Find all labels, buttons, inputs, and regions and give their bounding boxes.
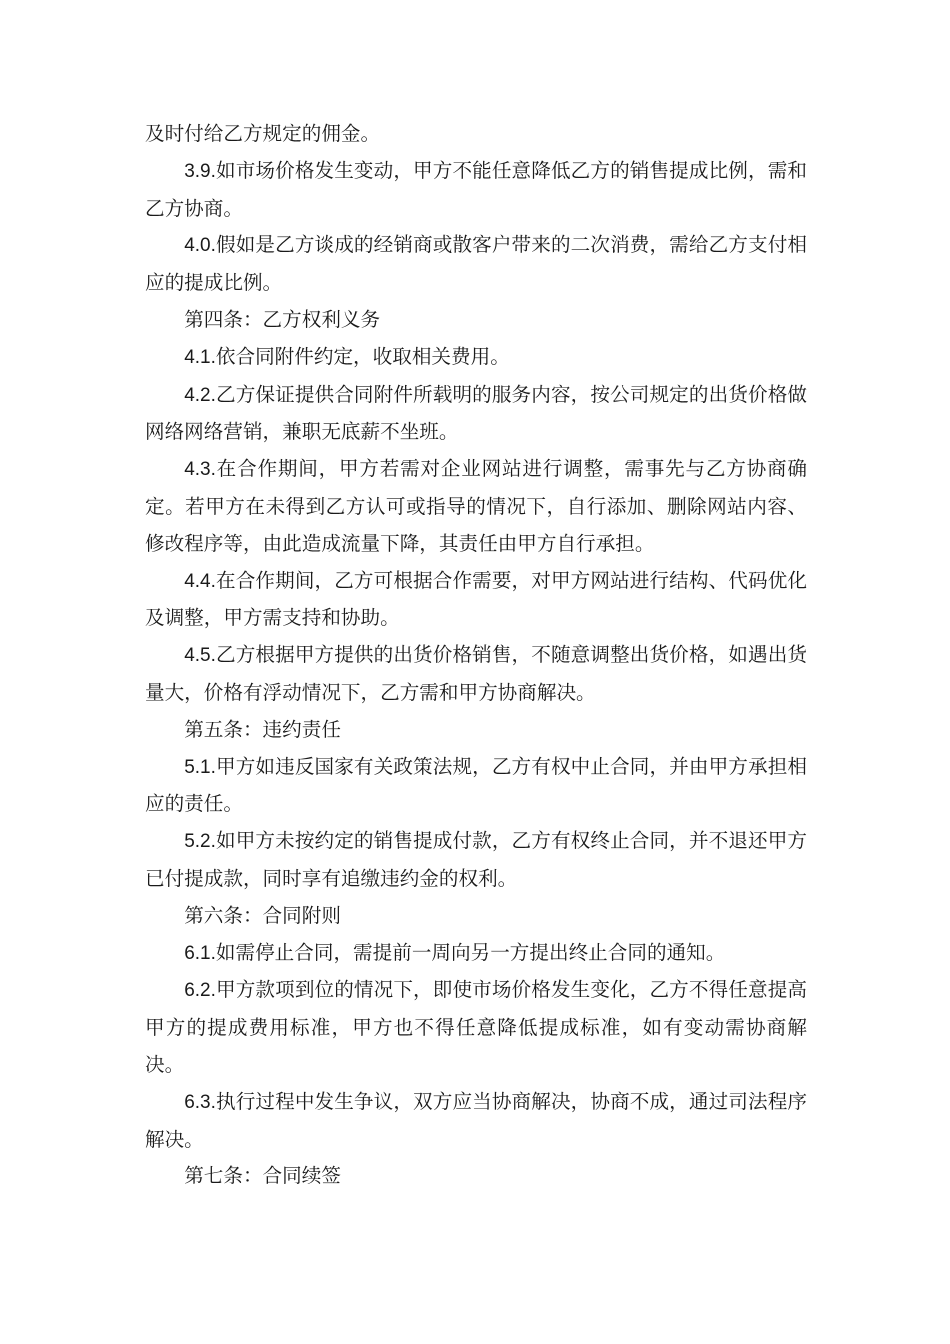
clause-paragraph <box>145 563 807 638</box>
clause-paragraph <box>145 749 807 824</box>
clause-text: 假如是乙方谈成的经销商或散客户带来的二次消费，需给乙方支付相应的提成比例。 <box>145 233 807 295</box>
clause-number: 5.2. <box>184 831 216 853</box>
clause-text: 第七条：合同续签 <box>184 1164 341 1188</box>
clause-number: 4.5. <box>184 645 216 667</box>
clause-paragraph <box>145 972 807 1083</box>
clause-paragraph <box>145 377 807 452</box>
section-heading <box>145 1158 807 1195</box>
section-heading <box>145 898 807 935</box>
clause-text: 甲方如违反国家有关政策法规，乙方有权中止合同，并由甲方承担相应的责任。 <box>145 754 807 816</box>
document-page <box>145 116 807 1195</box>
clause-number: 5.1. <box>184 756 216 778</box>
clause-text: 在合作期间，甲方若需对企业网站进行调整，需事先与乙方协商确定。若甲方在未得到乙方认可或指导的情况下，自行添加、删除网站内容、修改程序等，由此造成流量下降，其责任由甲方自行承担。 <box>145 457 807 555</box>
clause-text: 乙方根据甲方提供的出货价格销售，不随意调整出货价格，如遇出货量大，价格有浮动情况下，乙方需和甲方协商解决。 <box>145 643 807 704</box>
clause-number: 6.3. <box>184 1091 216 1113</box>
clause-number: 3.9. <box>184 160 216 182</box>
clause-number: 6.2. <box>184 980 216 1002</box>
clause-paragraph <box>145 153 807 228</box>
clause-number: 4.1. <box>184 346 216 368</box>
clause-text: 第五条：违约责任 <box>184 717 341 741</box>
clause-text: 及时付给乙方规定的佣金。 <box>145 122 381 145</box>
clause-number: 4.2. <box>184 384 216 406</box>
clause-text: 如需停止合同，需提前一周向另一方提出终止合同的通知。 <box>215 940 726 964</box>
clause-paragraph <box>145 823 807 898</box>
clause-paragraph <box>145 227 807 302</box>
clause-text: 执行过程中发生争议，双方应当协商解决，协商不成，通过司法程序解决。 <box>145 1089 807 1151</box>
clause-text: 乙方保证提供合同附件所载明的服务内容，按公司规定的出货价格做网络网络营销，兼职无底薪不坐班。 <box>145 382 807 444</box>
clause-number: 4.3. <box>184 459 216 481</box>
clause-paragraph <box>145 1084 807 1159</box>
clause-text: 第四条：乙方权利义务 <box>184 307 381 331</box>
clause-number: 4.0. <box>184 235 216 257</box>
clause-text: 第六条：合同附则 <box>184 903 341 927</box>
clause-text: 如市场价格发生变动，甲方不能任意降低乙方的销售提成比例，需和乙方协商。 <box>145 158 807 220</box>
clause-number: 6.1. <box>184 942 216 964</box>
clause-paragraph <box>145 116 807 153</box>
section-heading <box>145 712 807 749</box>
clause-text: 在合作期间，乙方可根据合作需要，对甲方网站进行结构、代码优化及调整，甲方需支持和协助。 <box>145 568 807 630</box>
clause-text: 如甲方未按约定的销售提成付款，乙方有权终止合同，并不退还甲方已付提成款，同时享有追缴违约金的权利。 <box>145 829 807 890</box>
clause-paragraph <box>145 935 807 973</box>
clause-paragraph <box>145 451 807 562</box>
clause-paragraph <box>145 339 807 377</box>
clause-text: 甲方款项到位的情况下，即使市场价格发生变化，乙方不得任意提高甲方的提成费用标准，甲方也不得任意降低提成标准，如有变动需协商解决。 <box>145 978 807 1076</box>
clause-number: 4.4. <box>184 570 216 592</box>
section-heading <box>145 302 807 339</box>
clause-paragraph <box>145 637 807 712</box>
clause-text: 依合同附件约定，收取相关费用。 <box>215 344 510 368</box>
